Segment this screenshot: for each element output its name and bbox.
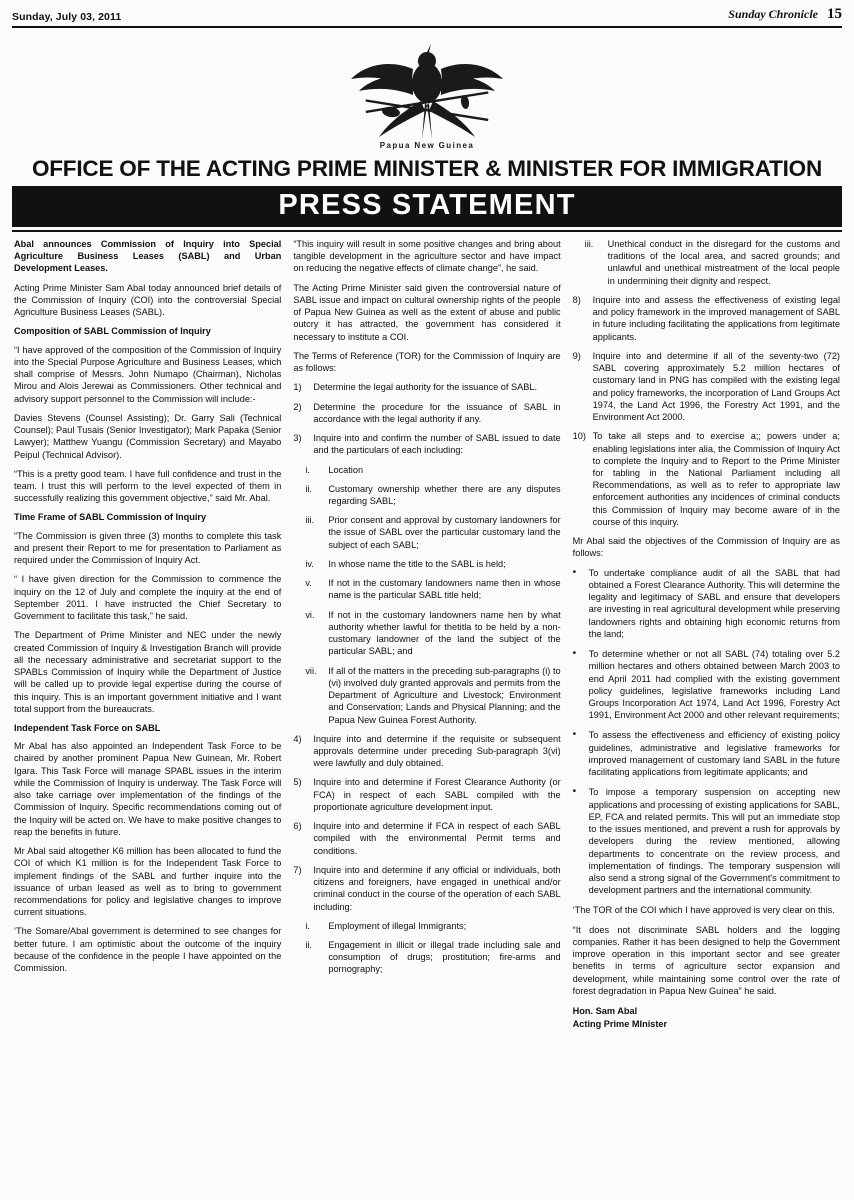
paragraph: Mr Abal said the objectives of the Commission of Inquiry are as follows:	[572, 536, 840, 559]
list-marker: 8)	[572, 294, 581, 305]
bullet-dot-icon: •	[572, 729, 577, 741]
paragraph: ‘The TOR of the COI which I have approved is very clear on this.	[572, 905, 835, 916]
paragraph: “This is a pretty good team. I have full confidence and trust in the team. I trust this will perform to the level expected of them in successfully realizing this government objective,” said Mr. Abal.	[14, 468, 282, 504]
list-marker: ii.	[305, 483, 312, 494]
list-item	[573, 350, 840, 423]
bullet-item	[573, 729, 840, 778]
column-2	[293, 238, 560, 1200]
list-text: Inquire into and determine if any official or individuals, both citizens and foreigners, have engaged in unethical and/or criminal conduct in the course of the operation of each SABL including:	[313, 864, 561, 912]
paragraph: Acting Prime Minister Sam Abal today announced brief details of the Commission of Inquiry (COI) into the controversial Special Agriculture Business Leases (SABL).	[14, 282, 282, 318]
list-marker: i.	[305, 464, 310, 475]
list-marker: vi.	[305, 609, 315, 620]
paragraph: “This inquiry will result in some positive changes and bring about tangible development in the agriculture sector and have impact on reducing the negative effects of climate change”, he said.	[293, 239, 561, 274]
article-headline: Abal announces Commission of Inquiry into Special Agriculture Business Leases (SABL) and Urban Development Leases.	[14, 239, 282, 274]
press-statement-banner: PRESS STATEMENT	[12, 186, 842, 227]
paragraph: “It does not discriminate SABL holders and the logging companies. Rather it has been designed to help the Government improve operation in this important sector and see greater benefits in terms of agriculture sector expansion and development, while maintaining some control over the rate of forest degradation in Papua New Guinea” he said.	[572, 924, 840, 996]
bullet-dot-icon: •	[572, 786, 577, 798]
list-marker: ii.	[305, 940, 312, 951]
list-text: Inquire into and determine if the requisite or subsequent approvals determine under preceding Sub-paragraph 3(vi) were lawfully and duly obtained.	[313, 733, 561, 769]
list-item	[573, 430, 840, 528]
section-heading-composition: Composition of SABL Commission of Inquiry	[14, 326, 211, 337]
masthead-date: Sunday, July 03, 2011	[12, 11, 122, 23]
paragraph: The Department of Prime Minister and NEC under the newly created Commission of Inquiry & Investigation Branch will provide all the necessary administrative and secretariat support to the SPABLs Commission of Inquiry while the Department of Justice will be called up to provide legal expertise during the course of this inquiry. This is an important government initiative and I want total support from the bureaucrats.	[14, 630, 282, 714]
list-marker: 9)	[572, 350, 581, 361]
bullet-item	[573, 567, 840, 640]
list-text: Inquire into and determine if Forest Clearance Authority (or FCA) in respect of each SABL compiled with the proportionate agriculture development input.	[313, 777, 561, 812]
list-marker: iii.	[584, 239, 594, 249]
section-heading-timeframe: Time Frame of SABL Commission of Inquiry	[14, 512, 207, 523]
list-item	[293, 381, 560, 393]
page-number: 15	[827, 6, 842, 22]
list-item	[293, 820, 560, 857]
column-3	[573, 238, 840, 1200]
list-text: Determine the procedure for the issuance of SABL in accordance with the legal authority if any.	[313, 401, 561, 424]
list-marker: 7)	[293, 864, 302, 875]
paragraph: The Terms of Reference (TOR) for the Commission of Inquiry are as follows:	[293, 350, 561, 374]
list-marker: 5)	[293, 777, 302, 788]
bullet-item	[573, 786, 840, 896]
national-emblem-icon	[339, 39, 515, 151]
list-text: To take all steps and to exercise a;; powers under a; enabling legislations inter alia, the Commission of Inquiry Act to complete the Inquiry and to Report to the Prime Minister for tabling in the National Parliament including all Recommendations, as well as to refer to appropriate law enforcement authorities any incidences of criminal conducts this Commission of Inquiry may become aware of in the course of this inquiry.	[592, 431, 840, 527]
list-text: Unethical conduct in the disregard for the customs and traditions of the local area, and sacred grounds; and unlawful and unethical mistreatment of the local people in undermining their dignity and respect.	[607, 239, 840, 286]
list-text: Determine the legal authority for the issuance of SABL.	[313, 382, 538, 393]
list-text: Inquire into and determine if all of the seventy-two (72) SABL covering approximately 5.2 million hectares of customary land in PNG has compiled with the existing legal and policy frameworks, the incorporation of Land Groups Act 1974, the Land Act 1996, the Forestry Act 1991, and the Environment Act 2000.	[592, 350, 840, 423]
list-text: Location	[328, 464, 364, 475]
list-marker: 4)	[293, 733, 302, 744]
list-marker: iii.	[305, 515, 315, 526]
paragraph: “The Commission is given three (3) months to complete this task and present their Report to me for presentation to Parliament as required under the Commission of Inquiry Act.	[14, 530, 282, 566]
paragraph: ‘The Somare/Abal government is determined to see changes for better future. I am optimistic about the outcome of the inquiry because of the confidence in the people I have appointed on the Commission.	[14, 926, 282, 974]
bullet-dot-icon: •	[572, 566, 577, 578]
bullet-text: To determine whether or not all SABL (74) totaling over 5.2 million hectares and others obtained between March 2003 to end April 2011 had complied with the existing government policy guidelines, legislative frameworks including Land Groups Incorporation Act 1974, Land Act 1996, Forestry Act 1991, Environment Act 2000 and other relevant requirements;	[588, 649, 840, 721]
article-columns	[10, 238, 844, 1200]
list-text: Customary ownership whether there are any disputes regarding SABL;	[328, 483, 561, 506]
section-heading-taskforce: Independent Task Force on SABL	[14, 722, 161, 733]
bullet-text: To assess the effectiveness and efficiency of existing policy guidelines, administrative and legislative frameworks for improved management of customary land SABL in the future facilitating applications from legitimate applicants; and	[588, 730, 840, 778]
list-item	[293, 920, 560, 932]
list-item	[293, 483, 560, 507]
bullet-dot-icon: •	[572, 648, 577, 660]
list-marker: 2)	[293, 401, 302, 412]
bullet-text: To impose a temporary suspension on accepting new applications and processing of existing applications for SABL, EP, FCA and related permits. This will put an immediate stop to the issues mentioned, and prevent a rush for approvals by developers during the review mentioned, allowing departments to concentrate on the review process, and implementation of findings. The temporary suspension will also send a strong signal of the Government's commitment to development partners and the international community.	[588, 787, 840, 896]
list-marker: 10)	[572, 431, 586, 442]
list-item	[293, 577, 560, 601]
list-text: Engagement in illicit or illegal trade including sale and consumption of drugs; prostitution; fire-arms and pornography;	[328, 940, 561, 975]
paragraph: “I have approved of the composition of the Commission of Inquiry into the Special Purpose Agriculture and Business Leases, which shall comprise of Messrs. John Numapo (Chairman), Nicholas Mirou and Alois Jerewai as Commissioners. Other technical and advisory support personnel to the Commission will include:-	[14, 344, 282, 404]
signoff-title: Acting Prime MInister	[572, 1018, 668, 1029]
paper-name: Sunday Chronicle	[728, 7, 818, 21]
list-text: If not in the customary landowners name hen by what authority whether lawful for thetitla to be held by a non-customary landowner of the land the subject of the particular SABL; and	[328, 609, 561, 657]
list-text: Prior consent and approval by customary landowners for the issue of SABL over the particular customary land the subject of each SABL;	[328, 515, 561, 550]
list-text: Inquire into and assess the effectiveness of existing legal and policy framework in the improved management of SABL in future including facilitating the applications from legitimate applicants.	[592, 294, 840, 342]
paragraph: Mr Abal said altogether K6 million has been allocated to fund the COI of which K1 million is for the Independent Task Force to implement findings of the SABL and further inquire into the issuance of urban leased as well as to bring to government recommendations for policy and legislative changes to improve current situations.	[14, 846, 282, 918]
header-divider	[12, 230, 842, 232]
list-text: Inquire into and confirm the number of SABL issued to date and the particulars of each including:	[313, 433, 561, 456]
list-item	[293, 609, 560, 658]
list-item	[293, 432, 560, 456]
list-marker: 6)	[293, 821, 302, 832]
list-item	[293, 665, 560, 726]
bullet-item	[573, 648, 840, 721]
list-item	[293, 514, 560, 551]
signoff	[573, 1005, 840, 1030]
crest-caption: Papua New Guinea	[379, 141, 475, 150]
list-item	[293, 558, 560, 570]
bullet-text: To undertake compliance audit of all the SABL that had obtained a Forest Clearance Authority. This will determine the legality and legitimacy of SABL and ensure that developers are investing in real agricultural development while preserving landowners rights and obtaining high economic returns from the land;	[588, 567, 840, 639]
list-marker: 1)	[293, 382, 302, 393]
list-text: If all of the matters in the preceding sub-paragraphs (i) to (vi) involved duly granted approvals and permits from the Department of Agriculture and Livestock; Environment and Conservation; Lands and Physical Planning; and the Papua New Guinea Forest Authority.	[328, 665, 561, 725]
paragraph: “ I have given direction for the Commission to commence the inquiry on the 12 of July and complete the inquiry at the end of September 2011. I have instructed the Chief Secretary to Government to facilitate this task,” he said.	[14, 574, 282, 622]
list-item	[293, 464, 560, 476]
paragraph: Mr Abal has also appointed an Independent Task Force to be chaired by another prominent Papua New Guinean, Mr. Robert Igara. This Task Force will manage SPABL issues in the interim while the Commission of Inquiry is underway. The Task Force will also take carriage over implementation of the findings of the Commission of Inquiry. Specific recommendations coming out of the Inquiry will be acted on. We have to make positive changes to reap the benefits in future.	[14, 741, 282, 837]
list-item	[293, 939, 560, 976]
list-text: In whose name the title to the SABL is held;	[328, 558, 506, 569]
list-item	[293, 733, 560, 770]
list-text: If not in the customary landowners name then in whose name is the particular SABL title held;	[328, 578, 561, 601]
list-marker: v.	[305, 578, 312, 589]
column-1	[14, 238, 281, 1200]
list-marker: vii.	[305, 665, 317, 676]
signoff-name: Hon. Sam Abal	[572, 1006, 638, 1017]
list-marker: i.	[305, 920, 310, 931]
list-marker: 3)	[293, 433, 302, 444]
paragraph: The Acting Prime Minister said given the controversial nature of SABL issue and impact on cultural ownership rights of the people of Papua New Guinea as well as the extent of abuse and public outcry it has attracted, the government has considered it necessary to institute a COI.	[293, 282, 561, 342]
masthead	[12, 6, 842, 28]
list-item	[293, 864, 560, 913]
list-item	[573, 238, 840, 287]
paragraph: Davies Stevens (Counsel Assisting); Dr. Garry Sali (Technical Counsel); Paul Tusais (Senior Investigator); Mark Papaka (Senior Lawyer); Matthew Yuangu (Commission Secretary) and Mayabo Peipul (Technical Advisor).	[14, 412, 282, 460]
list-marker: iv.	[305, 558, 314, 569]
page-title: OFFICE OF THE ACTING PRIME MINISTER & MINISTER FOR IMMIGRATION	[31, 156, 823, 181]
crest-container	[10, 28, 844, 154]
masthead-right	[728, 6, 842, 23]
list-text: Inquire into and determine if FCA in respect of each SABL compiled with the environmental Permit terms and conditions.	[313, 821, 561, 856]
list-item	[293, 401, 560, 425]
list-item	[293, 776, 560, 813]
list-text: Employment of illegal Immigrants;	[328, 920, 467, 931]
list-item	[573, 294, 840, 343]
